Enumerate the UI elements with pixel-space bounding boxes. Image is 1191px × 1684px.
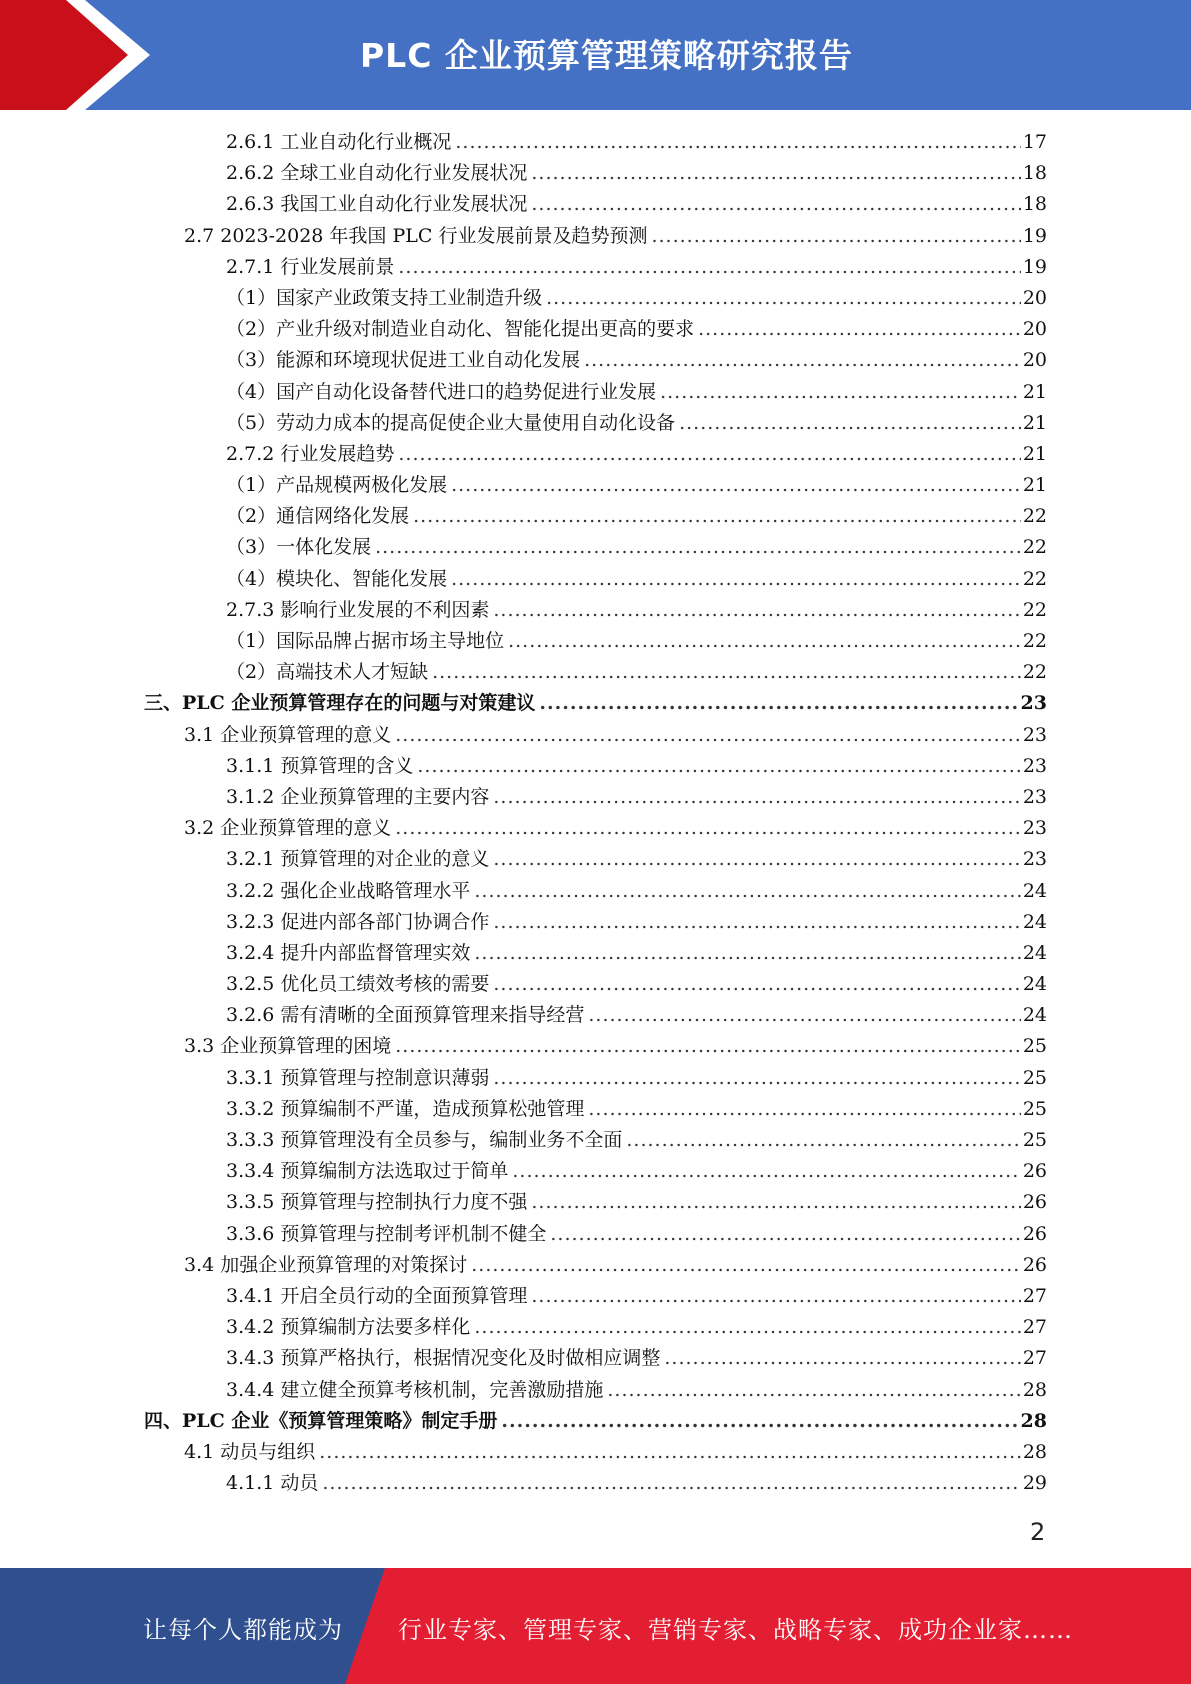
toc-entry-title: 4.1.1 动员 bbox=[226, 1472, 319, 1495]
toc-entry[interactable] bbox=[0, 283, 1191, 314]
toc-entry-title: 四、PLC 企业《预算管理策略》制定手册 bbox=[144, 1409, 498, 1432]
toc-entry[interactable] bbox=[0, 158, 1191, 189]
toc-entry-title: 3.4.3 预算严格执行，根据情况变化及时做相应调整 bbox=[226, 1347, 661, 1370]
toc-entry-page: 17 bbox=[1022, 131, 1047, 153]
toc-entry-title: （1）国家产业政策支持工业制造升级 bbox=[226, 286, 543, 309]
toc-entry[interactable] bbox=[0, 688, 1191, 719]
toc-entry[interactable] bbox=[0, 1468, 1191, 1499]
toc-entry[interactable] bbox=[0, 1031, 1191, 1062]
toc-entry-title: 三、PLC 企业预算管理存在的问题与对策建议 bbox=[144, 692, 536, 715]
toc-entry[interactable] bbox=[0, 532, 1191, 563]
toc-entry[interactable] bbox=[0, 1375, 1191, 1406]
toc-entry[interactable] bbox=[0, 1156, 1191, 1187]
toc-entry-page: 24 bbox=[1022, 910, 1047, 933]
toc-entry-page: 23 bbox=[1022, 723, 1047, 746]
toc-leader-dots bbox=[539, 688, 1018, 719]
toc-entry-title: 3.4.4 建立健全预算考核机制，完善激励措施 bbox=[226, 1378, 604, 1401]
toc-leader-dots bbox=[413, 501, 1021, 532]
toc-entry[interactable] bbox=[0, 751, 1191, 782]
toc-leader-dots bbox=[395, 720, 1021, 751]
page-number: 2 bbox=[1030, 1518, 1046, 1546]
toc-entry[interactable] bbox=[0, 377, 1191, 408]
toc-entry[interactable] bbox=[0, 844, 1191, 875]
toc-leader-dots bbox=[531, 189, 1020, 220]
toc-leader-dots bbox=[531, 1187, 1020, 1218]
toc-entry-title: 3.1.1 预算管理的含义 bbox=[226, 754, 414, 777]
toc-leader-dots bbox=[474, 876, 1020, 907]
toc-entry-title: 3.2.5 优化员工绩效考核的需要 bbox=[226, 973, 490, 996]
toc-leader-dots bbox=[319, 1437, 1021, 1468]
toc-entry-page: 22 bbox=[1022, 598, 1047, 621]
toc-entry-page: 18 bbox=[1022, 162, 1047, 185]
toc-entry-title: （3）一体化发展 bbox=[226, 536, 372, 559]
toc-entry-page: 25 bbox=[1022, 1035, 1047, 1058]
toc-entry-title: 3.3.5 预算管理与控制执行力度不强 bbox=[226, 1191, 528, 1214]
toc-leader-dots bbox=[584, 345, 1021, 376]
chevron-arrow-icon bbox=[0, 0, 160, 110]
toc-leader-dots bbox=[651, 221, 1020, 252]
toc-entry[interactable] bbox=[0, 1281, 1191, 1312]
toc-entry-title: 2.6.1 工业自动化行业概况 bbox=[226, 131, 452, 153]
toc-entry[interactable] bbox=[0, 470, 1191, 501]
toc-entry[interactable] bbox=[0, 1125, 1191, 1156]
toc-entry[interactable] bbox=[0, 1250, 1191, 1281]
toc-entry-title: 2.6.2 全球工业自动化行业发展状况 bbox=[226, 162, 528, 185]
toc-leader-dots bbox=[471, 1250, 1021, 1281]
toc-entry-page: 21 bbox=[1022, 411, 1047, 434]
toc-entry-page: 22 bbox=[1022, 630, 1047, 652]
toc-leader-dots bbox=[432, 657, 1021, 688]
document-title: PLC 企业预算管理策略研究报告 bbox=[360, 36, 853, 75]
toc-entry-page: 27 bbox=[1022, 1347, 1047, 1370]
toc-entry-title: 3.2.2 强化企业战略管理水平 bbox=[226, 879, 471, 902]
toc-entry-page: 23 bbox=[1022, 785, 1047, 808]
toc-entry-page: 29 bbox=[1022, 1472, 1047, 1495]
toc-entry-page: 24 bbox=[1022, 1004, 1047, 1027]
toc-entry-title: 3.3.3 预算管理没有全员参与，编制业务不全面 bbox=[226, 1129, 623, 1151]
toc-entry-page: 22 bbox=[1022, 661, 1047, 684]
toc-entry-page: 22 bbox=[1022, 536, 1047, 559]
toc-entry[interactable] bbox=[0, 626, 1191, 657]
toc-entry-title: 3.4.1 开启全员行动的全面预算管理 bbox=[226, 1284, 528, 1307]
toc-entry[interactable] bbox=[0, 408, 1191, 439]
toc-entry[interactable] bbox=[0, 501, 1191, 532]
toc-leader-dots bbox=[531, 1281, 1020, 1312]
toc-entry-page: 20 bbox=[1022, 318, 1047, 341]
footer-slogan-right: 行业专家、管理专家、营销专家、战略专家、成功企业家…… bbox=[398, 1616, 1073, 1644]
toc-entry[interactable] bbox=[0, 1187, 1191, 1218]
toc-entry-page: 21 bbox=[1022, 442, 1047, 465]
toc-leader-dots bbox=[455, 127, 1020, 158]
toc-entry[interactable] bbox=[0, 813, 1191, 844]
toc-entry-page: 18 bbox=[1022, 193, 1047, 216]
toc-entry[interactable] bbox=[0, 1063, 1191, 1094]
toc-entry-page: 24 bbox=[1022, 879, 1047, 902]
toc-leader-dots bbox=[395, 813, 1021, 844]
toc-leader-dots bbox=[493, 969, 1020, 1000]
toc-entry-page: 22 bbox=[1022, 505, 1047, 528]
toc-leader-dots bbox=[417, 751, 1020, 782]
toc-entry[interactable] bbox=[0, 1312, 1191, 1343]
toc-entry-page: 26 bbox=[1022, 1253, 1047, 1276]
toc-entry-title: 3.1.2 企业预算管理的主要内容 bbox=[226, 785, 490, 808]
toc-entry-page: 24 bbox=[1022, 941, 1047, 964]
toc-entry-title: 2.7.2 行业发展趋势 bbox=[226, 442, 395, 465]
toc-leader-dots bbox=[474, 1312, 1020, 1343]
toc-entry-page: 19 bbox=[1022, 255, 1047, 278]
toc-entry-title: （2）产业升级对制造业自动化、智能化提出更高的要求 bbox=[226, 318, 695, 341]
toc-entry-page: 23 bbox=[1022, 817, 1047, 840]
toc-leader-dots bbox=[550, 1219, 1020, 1250]
toc-leader-dots bbox=[501, 1406, 1018, 1437]
toc-entry[interactable] bbox=[0, 969, 1191, 1000]
toc-entry-title: 3.3.4 预算编制方法选取过于简单 bbox=[226, 1160, 509, 1183]
toc-leader-dots bbox=[679, 408, 1021, 439]
toc-leader-dots bbox=[660, 377, 1021, 408]
toc-entry[interactable] bbox=[0, 782, 1191, 813]
toc-entry-title: 3.3 企业预算管理的困境 bbox=[184, 1035, 392, 1058]
toc-entry-title: 3.2.1 预算管理的对企业的意义 bbox=[226, 848, 490, 871]
toc-entry[interactable] bbox=[0, 907, 1191, 938]
toc-leader-dots bbox=[607, 1375, 1020, 1406]
toc-leader-dots bbox=[493, 595, 1020, 626]
toc-entry[interactable] bbox=[0, 189, 1191, 220]
toc-leader-dots bbox=[398, 439, 1020, 470]
toc-entry-page: 19 bbox=[1022, 224, 1047, 247]
toc-entry-page: 25 bbox=[1022, 1129, 1047, 1151]
toc-entry[interactable] bbox=[0, 1094, 1191, 1125]
toc-entry-title: 3.1 企业预算管理的意义 bbox=[184, 723, 392, 746]
toc-entry[interactable] bbox=[0, 345, 1191, 376]
toc-entry-title: 3.3.2 预算编制不严谨，造成预算松弛管理 bbox=[226, 1097, 585, 1120]
toc-leader-dots bbox=[474, 938, 1020, 969]
toc-leader-dots bbox=[531, 158, 1020, 189]
toc-entry-page: 28 bbox=[1022, 1378, 1047, 1401]
toc-entry-page: 26 bbox=[1022, 1222, 1047, 1245]
toc-leader-dots bbox=[546, 283, 1021, 314]
toc-leader-dots bbox=[375, 532, 1021, 563]
toc-entry[interactable] bbox=[0, 221, 1191, 252]
toc-leader-dots bbox=[493, 907, 1020, 938]
toc-entry[interactable] bbox=[0, 564, 1191, 595]
toc-entry-page: 21 bbox=[1022, 380, 1047, 403]
toc-entry[interactable] bbox=[0, 1406, 1191, 1437]
toc-entry-title: 3.4.2 预算编制方法要多样化 bbox=[226, 1316, 471, 1339]
toc-leader-dots bbox=[322, 1468, 1020, 1499]
toc-entry[interactable] bbox=[0, 1437, 1191, 1468]
toc-leader-dots bbox=[698, 314, 1021, 345]
toc-entry[interactable] bbox=[0, 595, 1191, 626]
toc-entry-title: 2.7 2023-2028 年我国 PLC 行业发展前景及趋势预测 bbox=[184, 224, 648, 247]
toc-entry-title: （1）国际品牌占据市场主导地位 bbox=[226, 630, 505, 652]
toc-entry-page: 26 bbox=[1022, 1191, 1047, 1214]
toc-entry-title: （2）高端技术人才短缺 bbox=[226, 661, 429, 684]
toc-leader-dots bbox=[395, 1031, 1021, 1062]
toc-entry-page: 20 bbox=[1022, 349, 1047, 372]
toc-entry[interactable] bbox=[0, 657, 1191, 688]
toc-entry[interactable] bbox=[0, 720, 1191, 751]
toc-entry-title: 4.1 动员与组织 bbox=[184, 1440, 316, 1463]
toc-entry[interactable] bbox=[0, 876, 1191, 907]
toc-entry-title: 2.7.3 影响行业发展的不利因素 bbox=[226, 598, 490, 621]
toc-leader-dots bbox=[508, 626, 1021, 657]
toc-entry[interactable] bbox=[0, 1343, 1191, 1374]
toc-leader-dots bbox=[664, 1343, 1020, 1374]
toc-entry-title: （5）劳动力成本的提高促使企业大量使用自动化设备 bbox=[226, 411, 676, 434]
toc-entry-page: 27 bbox=[1022, 1284, 1047, 1307]
toc-entry-page: 21 bbox=[1022, 474, 1047, 497]
page-footer bbox=[0, 1568, 1191, 1684]
toc-entry-title: 3.2.3 促进内部各部门协调合作 bbox=[226, 910, 490, 933]
toc-entry[interactable] bbox=[0, 314, 1191, 345]
toc-leader-dots bbox=[398, 252, 1020, 283]
toc-entry-page: 25 bbox=[1022, 1097, 1047, 1120]
table-of-contents bbox=[0, 127, 1191, 1499]
toc-entry[interactable] bbox=[0, 938, 1191, 969]
toc-entry-page: 26 bbox=[1022, 1160, 1047, 1183]
toc-entry-title: 3.4 加强企业预算管理的对策探讨 bbox=[184, 1253, 468, 1276]
toc-entry[interactable] bbox=[0, 1000, 1191, 1031]
toc-entry[interactable] bbox=[0, 127, 1191, 158]
toc-entry-title: （3）能源和环境现状促进工业自动化发展 bbox=[226, 349, 581, 372]
toc-entry-title: （2）通信网络化发展 bbox=[226, 505, 410, 528]
toc-leader-dots bbox=[626, 1125, 1020, 1156]
toc-leader-dots bbox=[588, 1000, 1020, 1031]
toc-entry-page: 24 bbox=[1022, 973, 1047, 996]
toc-leader-dots bbox=[451, 564, 1021, 595]
toc-entry-title: 3.3.6 预算管理与控制考评机制不健全 bbox=[226, 1222, 547, 1245]
toc-entry-page: 20 bbox=[1022, 286, 1047, 309]
toc-entry-title: 3.3.1 预算管理与控制意识薄弱 bbox=[226, 1066, 490, 1089]
toc-entry-title: 3.2.4 提升内部监督管理实效 bbox=[226, 941, 471, 964]
toc-entry-title: （4）国产自动化设备替代进口的趋势促进行业发展 bbox=[226, 380, 657, 403]
toc-entry-page: 23 bbox=[1022, 848, 1047, 871]
toc-leader-dots bbox=[588, 1094, 1020, 1125]
toc-entry-page: 22 bbox=[1022, 567, 1047, 590]
toc-entry-page: 27 bbox=[1022, 1316, 1047, 1339]
toc-leader-dots bbox=[493, 782, 1020, 813]
page-header bbox=[0, 0, 1191, 110]
toc-entry-title: 2.7.1 行业发展前景 bbox=[226, 255, 395, 278]
toc-entry-title: 3.2.6 需有清晰的全面预算管理来指导经营 bbox=[226, 1004, 585, 1027]
toc-entry-page: 28 bbox=[1022, 1440, 1047, 1463]
toc-leader-dots bbox=[493, 1063, 1020, 1094]
toc-entry-page: 23 bbox=[1020, 692, 1047, 715]
toc-entry[interactable] bbox=[0, 252, 1191, 283]
toc-entry[interactable] bbox=[0, 439, 1191, 470]
toc-entry-page: 28 bbox=[1020, 1409, 1047, 1432]
toc-entry-title: （4）模块化、智能化发展 bbox=[226, 567, 448, 590]
toc-leader-dots bbox=[451, 470, 1021, 501]
footer-slogan-left: 让每个人都能成为 bbox=[143, 1616, 343, 1644]
toc-entry-page: 25 bbox=[1022, 1066, 1047, 1089]
toc-leader-dots bbox=[493, 844, 1020, 875]
toc-entry[interactable] bbox=[0, 1219, 1191, 1250]
toc-entry-title: （1）产品规模两极化发展 bbox=[226, 474, 448, 497]
toc-entry-title: 2.6.3 我国工业自动化行业发展状况 bbox=[226, 193, 528, 216]
toc-leader-dots bbox=[512, 1156, 1020, 1187]
toc-entry-title: 3.2 企业预算管理的意义 bbox=[184, 817, 392, 840]
toc-entry-page: 23 bbox=[1022, 754, 1047, 777]
